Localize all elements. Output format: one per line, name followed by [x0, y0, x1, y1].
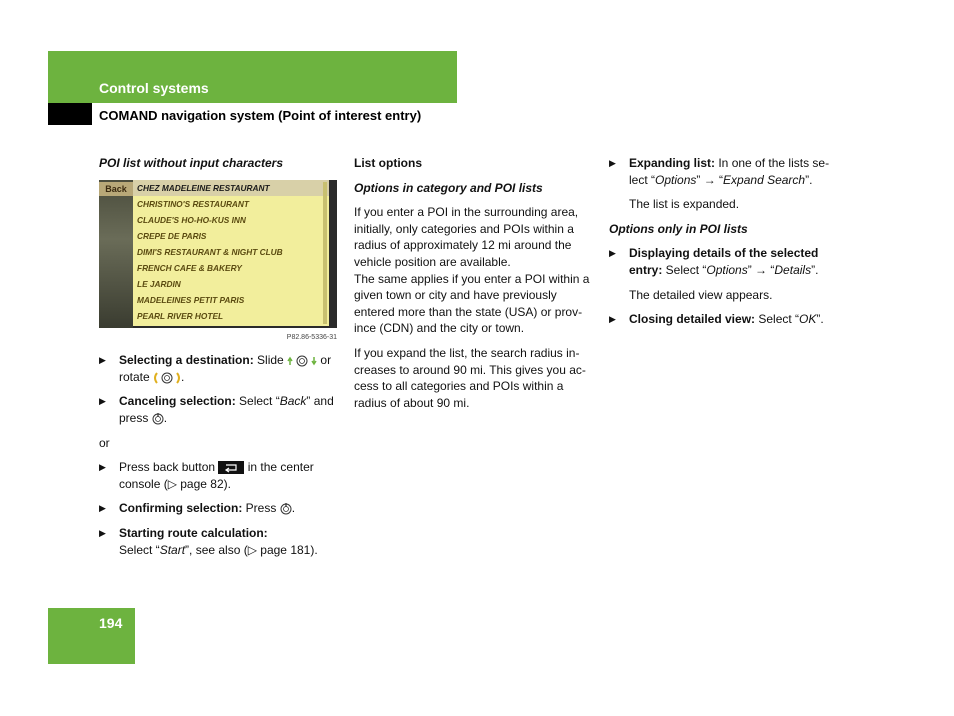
bullet-text: . — [291, 501, 296, 516]
bullet-arrow-icon: ▶ — [609, 314, 616, 325]
column-2 — [354, 155, 594, 419]
column-3 — [609, 155, 845, 336]
section-title: Control systems — [99, 80, 209, 96]
bullet-back-button — [99, 459, 337, 492]
screen-scrollbar[interactable] — [323, 182, 327, 324]
column-1 — [99, 155, 337, 566]
bullet-option: Options — [655, 172, 697, 187]
bullet-title: Starting route calculation: — [119, 525, 268, 540]
poi-list-item[interactable]: PEARL RIVER HOTEL — [137, 310, 224, 321]
poi-list-item[interactable]: CLAUDE'S HO-HO-KUS INN — [137, 214, 246, 225]
bullet-option: OK — [799, 312, 817, 327]
bullet-text: Select “ — [235, 394, 280, 409]
slide-controller-icon — [287, 355, 317, 367]
bullet-text: Select “ — [662, 262, 707, 277]
bullet-text: ”. — [816, 312, 824, 327]
bullet-title: Expanding list: — [629, 156, 716, 170]
bullet-route-calculation — [99, 525, 337, 558]
or-text: or — [99, 435, 110, 450]
poi-list-item[interactable]: DIMI'S RESTAURANT & NIGHT CLUB — [137, 246, 283, 257]
bullet-text: Select “ — [119, 542, 160, 557]
bullet-option: Details — [774, 262, 812, 277]
page-number: 194 — [99, 615, 123, 631]
category-poi-subheading: Options in category and POI lists — [354, 180, 543, 195]
bullet-displaying-details — [609, 245, 845, 278]
bullet-text: ” and press — [119, 394, 334, 425]
press-controller-icon — [152, 413, 164, 425]
bullet-text: ” → “ — [747, 262, 775, 277]
bullet-option: Options — [706, 262, 748, 277]
back-button-icon — [218, 461, 244, 474]
bullet-expanding-list — [609, 155, 845, 188]
bullet-arrow-icon: ▶ — [99, 355, 106, 366]
poi-list-item[interactable]: LE JARDIN — [137, 278, 181, 289]
result-note: The detailed view appears. — [629, 287, 773, 302]
poi-list — [133, 180, 329, 326]
bullet-text: or rotate — [119, 353, 332, 384]
bullet-arrow-icon: ▶ — [99, 503, 106, 514]
rotate-controller-icon — [153, 372, 181, 384]
bullet-arrow-icon: ▶ — [99, 527, 106, 538]
bullet-title: Displaying details of the selected entry: — [629, 246, 819, 277]
bullet-title: Selecting a destination: — [119, 353, 254, 368]
bullet-option: Back — [279, 394, 307, 409]
screen-back-button[interactable]: Back — [99, 182, 133, 196]
poi-list-item[interactable]: CHEZ MADELEINE RESTAURANT — [133, 180, 329, 196]
paragraph: The same applies if you enter a POI within a given town or city and have previously entered more than the state (USA) or prov-ince (CDN) and the city or town. — [354, 271, 590, 336]
bullet-text: Select “ — [755, 312, 800, 327]
poi-list-item[interactable]: CHRISTINO'S RESTAURANT — [137, 198, 249, 209]
poi-list-screen — [99, 180, 337, 328]
bullet-text: . — [181, 369, 185, 384]
list-options-heading: List options — [354, 156, 422, 170]
bullet-title: Confirming selection: — [119, 501, 243, 516]
bullet-text: in the center console (▷ page 82). — [119, 460, 314, 491]
bullet-option: Start — [159, 542, 186, 557]
poi-only-heading: Options only in POI lists — [609, 221, 748, 236]
poi-list-item[interactable]: FRENCH CAFE & BAKERY — [137, 262, 242, 273]
poi-list-heading: POI list without input characters — [99, 156, 284, 170]
paragraph: If you enter a POI in the surrounding area, initially, only categories and POIs within a radius of approximately 12 mi around the vehicle position are available. — [354, 205, 579, 269]
press-controller-icon — [280, 503, 292, 515]
bullet-text: Press back button — [119, 460, 219, 475]
poi-list-item[interactable]: MADELEINES PETIT PARIS — [137, 294, 245, 305]
bullet-option: Expand Search — [723, 172, 806, 187]
page-subtitle: COMAND navigation system (Point of interest entry) — [99, 108, 422, 123]
header-marker — [48, 103, 92, 125]
bullet-confirming-selection — [99, 500, 337, 517]
bullet-title: Closing detailed view: — [629, 312, 756, 327]
figure-reference: P82.86-5336-31 — [286, 333, 337, 341]
bullet-text: . — [163, 410, 168, 425]
bullet-text: In one of the lists se-lect “ — [629, 156, 830, 187]
bullet-title: Canceling selection: — [119, 394, 236, 409]
bullet-closing-detailed-view — [609, 311, 845, 328]
bullet-text: ”. — [805, 172, 813, 187]
bullet-text: Slide — [253, 353, 288, 368]
bullet-canceling-selection — [99, 393, 337, 426]
screen-left-panel — [99, 180, 133, 328]
bullet-arrow-icon: ▶ — [609, 158, 616, 168]
bullet-text: ”, see also (▷ page 181). — [185, 542, 318, 557]
bullet-text: Press — [242, 501, 280, 516]
bullet-arrow-icon: ▶ — [99, 396, 106, 407]
poi-list-item[interactable]: CREPE DE PARIS — [137, 230, 207, 241]
bullet-selecting-destination — [99, 352, 337, 385]
bullet-arrow-icon: ▶ — [609, 248, 616, 259]
bullet-text: ” → “ — [696, 172, 724, 187]
bullet-arrow-icon: ▶ — [99, 462, 106, 473]
bullet-text: ”. — [811, 262, 819, 277]
paragraph: If you expand the list, the search radius in-creases to around 90 mi. This gives you ac-cess to all categories and POIs within a radius of about 90 mi. — [354, 345, 586, 410]
result-note: The list is expanded. — [629, 197, 740, 212]
